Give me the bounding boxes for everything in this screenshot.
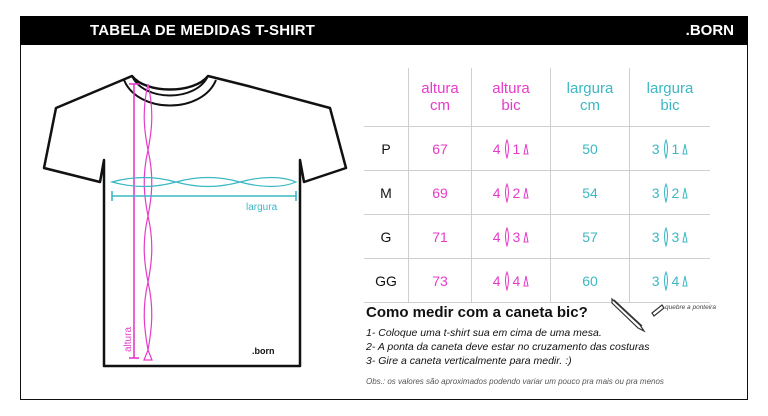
largura-bic-cell: 3 2: [630, 171, 711, 215]
howto-steps: [366, 326, 649, 368]
tshirt-illustration: [34, 70, 354, 370]
step-1: 1- Coloque uma t-shirt sua em cima de uma mesa.: [366, 327, 602, 339]
brand-logo: .BORN: [685, 22, 734, 39]
bic-cap-icon: [682, 231, 688, 243]
largura-cm-cell: 57: [551, 215, 630, 259]
bic-cap-icon: [682, 143, 688, 155]
bic-cap-icon: [523, 275, 529, 287]
bic-cap-icon: [682, 187, 688, 199]
largura-label: largura: [246, 202, 278, 213]
altura-label: altura: [123, 326, 134, 352]
bic-cap-icon: [523, 143, 529, 155]
size-cell: GG: [364, 259, 409, 303]
largura-cm-cell: 54: [551, 171, 630, 215]
step-2: 2- A ponta da caneta deve estar no cruzamento das costuras: [366, 341, 650, 353]
header-largura-cm: largura cm: [551, 68, 630, 127]
size-table: [364, 68, 710, 303]
shirt-tag: .born: [252, 346, 275, 356]
header-altura-bic: altura bic: [472, 68, 551, 127]
bic-pen-icon: [663, 183, 669, 203]
bic-pen-icon: [663, 271, 669, 291]
bic-pen-icon: [504, 183, 510, 203]
size-cell: G: [364, 215, 409, 259]
bic-cap-icon: [682, 275, 688, 287]
largura-bic-cell: 3 4: [630, 259, 711, 303]
size-header-empty: [364, 68, 409, 127]
table-row: [364, 171, 710, 215]
altura-bic-cell: 4 3: [472, 215, 551, 259]
table-row: [364, 215, 710, 259]
altura-bic-cell: 4 4: [472, 259, 551, 303]
largura-bic-cell: 3 3: [630, 215, 711, 259]
altura-cm-cell: 69: [409, 171, 472, 215]
altura-cm-cell: 73: [409, 259, 472, 303]
altura-cm-cell: 71: [409, 215, 472, 259]
bic-pen-icon: [608, 295, 668, 335]
altura-bic-cell: 4 2: [472, 171, 551, 215]
bic-pen-icon: [663, 227, 669, 247]
bic-cap-icon: [523, 187, 529, 199]
size-cell: P: [364, 127, 409, 171]
size-cell: M: [364, 171, 409, 215]
pen-note: quebre a ponteira: [665, 304, 716, 311]
page-title: TABELA DE MEDIDAS T-SHIRT: [90, 22, 315, 39]
header-altura-cm: altura cm: [409, 68, 472, 127]
largura-cm-cell: 50: [551, 127, 630, 171]
table-row: [364, 127, 710, 171]
bic-pen-icon: [504, 139, 510, 159]
disclaimer-note: Obs.: os valores são aproximados podendo variar um pouco pra mais ou pra menos: [366, 377, 664, 386]
bic-cap-icon: [523, 231, 529, 243]
header-largura-bic: largura bic: [630, 68, 711, 127]
altura-cm-cell: 67: [409, 127, 472, 171]
bic-pen-icon: [663, 139, 669, 159]
altura-bic-cell: 4 1: [472, 127, 551, 171]
step-3: 3- Gire a caneta verticalmente para medir. :): [366, 355, 572, 367]
bic-pen-icon: [504, 271, 510, 291]
largura-bic-cell: 3 1: [630, 127, 711, 171]
bic-pen-icon: [504, 227, 510, 247]
header-bar: [20, 16, 748, 45]
largura-cm-cell: 60: [551, 259, 630, 303]
howto-title: Como medir com a caneta bic?: [366, 304, 588, 321]
